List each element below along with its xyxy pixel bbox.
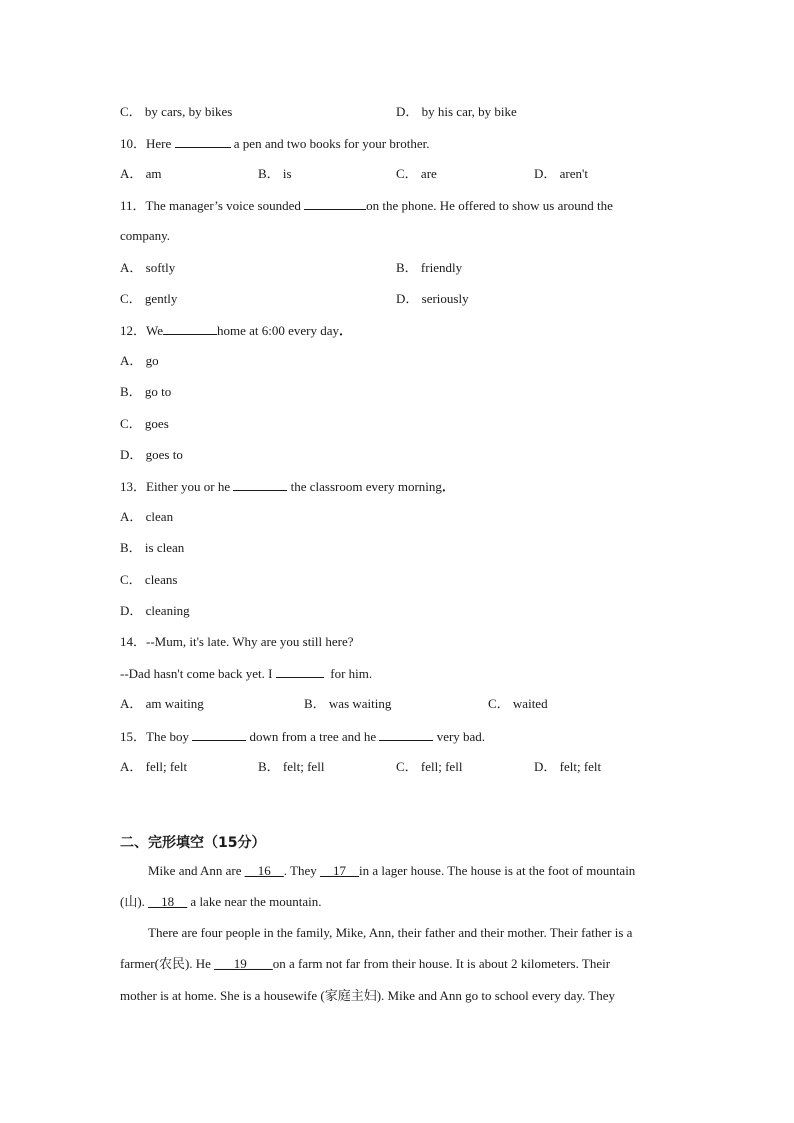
cloze-blank-16: __16__ bbox=[244, 863, 284, 878]
cloze-blank-17: __17__ bbox=[320, 863, 359, 878]
q13-option-c: C． cleans bbox=[120, 572, 178, 587]
q11-option-d: D． seriously bbox=[396, 291, 469, 306]
q11-option-b: B． friendly bbox=[396, 260, 463, 275]
q9-option-d: D． by his car, by bike bbox=[396, 104, 517, 119]
q11-blank bbox=[304, 197, 366, 210]
q10-option-a: A． am bbox=[120, 166, 162, 181]
q13-option-d: D． cleaning bbox=[120, 603, 190, 618]
q14-blank bbox=[276, 665, 324, 678]
q13-stem: 13．Either you or he the classroom every morning． bbox=[120, 479, 455, 494]
q10-option-d: D． aren't bbox=[534, 166, 588, 181]
q12-option-d: D． goes to bbox=[120, 447, 183, 462]
q14-option-b: B． was waiting bbox=[304, 696, 392, 711]
q11-stem: 11．The manager’s voice sounded on the phone. He offered to show us around the bbox=[120, 198, 613, 213]
q14-stem-line2: --Dad hasn't come back yet. I for him. bbox=[120, 666, 373, 681]
q11-option-c: C． gently bbox=[120, 291, 178, 306]
q12-option-a: A． go bbox=[120, 353, 159, 368]
q12-stem: 12．We home at 6:00 every day． bbox=[120, 323, 353, 338]
q14-option-a: A． am waiting bbox=[120, 696, 204, 711]
q9-option-c: C． by cars, by bikes bbox=[120, 104, 233, 119]
q10-blank bbox=[175, 135, 231, 148]
q12-blank bbox=[163, 322, 217, 335]
q15-stem: 15．The boy down from a tree and he very bad. bbox=[120, 729, 486, 744]
q15-blank-2 bbox=[379, 728, 433, 741]
cloze-para-2-line-1: There are four people in the family, Mike, Ann, their father and their mother. Their father is a bbox=[148, 925, 633, 940]
q11-stem-cont: company. bbox=[120, 228, 171, 243]
cloze-para-1-line-2: (山). __18__ a lake near the mountain. bbox=[120, 894, 322, 909]
q15-blank-1 bbox=[192, 728, 246, 741]
q11-option-a: A． softly bbox=[120, 260, 176, 275]
q10-stem: 10．Here a pen and two books for your brother. bbox=[120, 136, 430, 151]
cloze-blank-19: ___19____ bbox=[214, 956, 273, 971]
q12-option-b: B． go to bbox=[120, 384, 172, 399]
cloze-para-2-line-2: farmer(农民). He ___19____on a farm not far from their house. It is about 2 kilometers. Their bbox=[120, 956, 611, 971]
section-2-title: 二、完形填空（15分） bbox=[120, 835, 266, 851]
q12-option-c: C． goes bbox=[120, 416, 169, 431]
q14-stem: 14．--Mum, it's late. Why are you still here? bbox=[120, 634, 354, 649]
q13-option-b: B． is clean bbox=[120, 540, 185, 555]
q13-option-a: A． clean bbox=[120, 509, 174, 524]
q15-option-c: C． fell; fell bbox=[396, 759, 463, 774]
q10-option-b: B． is bbox=[258, 166, 292, 181]
q15-option-b: B． felt; fell bbox=[258, 759, 325, 774]
cloze-para-2-line-3: mother is at home. She is a housewife (家庭主妇). Mike and Ann go to school every day. They bbox=[120, 988, 615, 1003]
cloze-para-1-line-1: Mike and Ann are __16__. They __17__in a lager house. The house is at the foot of mountain bbox=[148, 863, 636, 878]
q13-blank bbox=[233, 478, 287, 491]
q15-option-a: A． fell; felt bbox=[120, 759, 188, 774]
cloze-blank-18: __18__ bbox=[148, 894, 188, 909]
q14-option-c: C． waited bbox=[488, 696, 548, 711]
q10-option-c: C． are bbox=[396, 166, 437, 181]
q15-option-d: D． felt; felt bbox=[534, 759, 602, 774]
